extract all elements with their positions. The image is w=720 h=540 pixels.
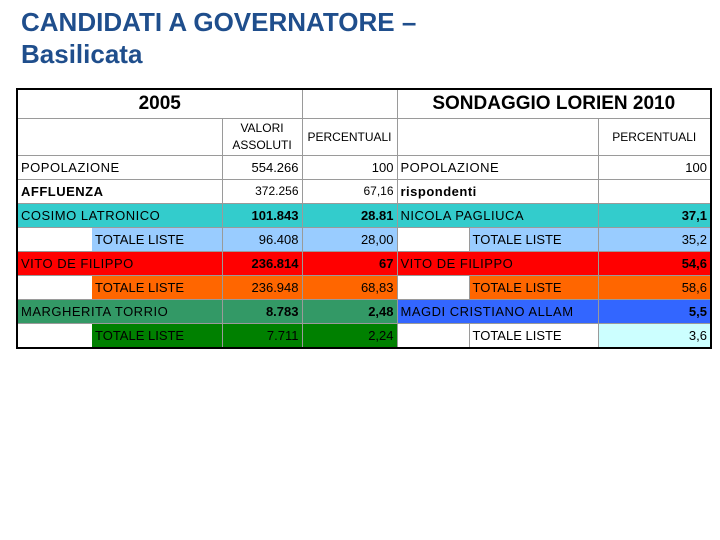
row-label-right: TOTALE LISTE — [469, 276, 598, 300]
row-pct-right: 100 — [598, 156, 711, 180]
row-pct: 28.81 — [302, 204, 397, 228]
row-label-right: TOTALE LISTE — [469, 324, 598, 349]
row-abs: 101.843 — [222, 204, 302, 228]
subheader-row — [17, 119, 711, 156]
row-label-right: TOTALE LISTE — [469, 228, 598, 252]
row-label: AFFLUENZA — [17, 180, 222, 204]
row-label-right: MAGDI CRISTIANO ALLAM — [397, 300, 598, 324]
row-pct-right — [598, 180, 711, 204]
title-line-1: CANDIDATI A GOVERNATORE – — [21, 7, 417, 37]
header-row — [17, 89, 711, 119]
table-row — [17, 324, 711, 349]
row-pct: 28,00 — [302, 228, 397, 252]
row-label-right: POPOLAZIONE — [397, 156, 598, 180]
row-pct-right: 37,1 — [598, 204, 711, 228]
header-2005: 2005 — [17, 89, 302, 119]
row-abs: 372.256 — [222, 180, 302, 204]
table-row — [17, 252, 711, 276]
col-valori-assoluti: VALORI ASSOLUTI — [222, 119, 302, 156]
table-row — [17, 300, 711, 324]
row-abs: 554.266 — [222, 156, 302, 180]
row-abs: 96.408 — [222, 228, 302, 252]
row-label-right: NICOLA PAGLIUCA — [397, 204, 598, 228]
table-row — [17, 204, 711, 228]
row-pct: 2,48 — [302, 300, 397, 324]
row-label: MARGHERITA TORRIO — [17, 300, 222, 324]
row-abs: 236.948 — [222, 276, 302, 300]
row-abs: 7.711 — [222, 324, 302, 349]
row-pct-right: 54,6 — [598, 252, 711, 276]
col-percentuali-right: PERCENTUALI — [598, 119, 711, 156]
page-title — [21, 6, 416, 70]
row-pct: 68,83 — [302, 276, 397, 300]
subheader-blank-right — [397, 119, 598, 156]
row-abs: 8.783 — [222, 300, 302, 324]
row-indent — [17, 324, 92, 349]
row-indent-right — [397, 276, 469, 300]
table-row — [17, 180, 711, 204]
row-label: POPOLAZIONE — [17, 156, 222, 180]
table-row — [17, 156, 711, 180]
row-indent-right — [397, 228, 469, 252]
row-pct-right: 5,5 — [598, 300, 711, 324]
results-table — [16, 88, 712, 349]
row-pct-right: 3,6 — [598, 324, 711, 349]
row-pct: 67,16 — [302, 180, 397, 204]
row-indent-right — [397, 324, 469, 349]
row-label-right: rispondenti — [397, 180, 598, 204]
row-label: TOTALE LISTE — [92, 324, 222, 349]
header-sondaggio: SONDAGGIO LORIEN 2010 — [397, 89, 711, 119]
row-indent — [17, 276, 92, 300]
title-line-2: Basilicata — [21, 39, 143, 69]
row-abs: 236.814 — [222, 252, 302, 276]
row-pct-right: 58,6 — [598, 276, 711, 300]
table-row — [17, 276, 711, 300]
row-pct: 100 — [302, 156, 397, 180]
col-percentuali-left: PERCENTUALI — [302, 119, 397, 156]
row-indent — [17, 228, 92, 252]
row-pct-right: 35,2 — [598, 228, 711, 252]
row-pct: 67 — [302, 252, 397, 276]
row-pct: 2,24 — [302, 324, 397, 349]
table-row — [17, 228, 711, 252]
header-spacer — [302, 89, 397, 119]
row-label-right: VITO DE FILIPPO — [397, 252, 598, 276]
row-label: VITO DE FILIPPO — [17, 252, 222, 276]
row-label: TOTALE LISTE — [92, 276, 222, 300]
row-label: TOTALE LISTE — [92, 228, 222, 252]
subheader-blank — [17, 119, 222, 156]
row-label: COSIMO LATRONICO — [17, 204, 222, 228]
